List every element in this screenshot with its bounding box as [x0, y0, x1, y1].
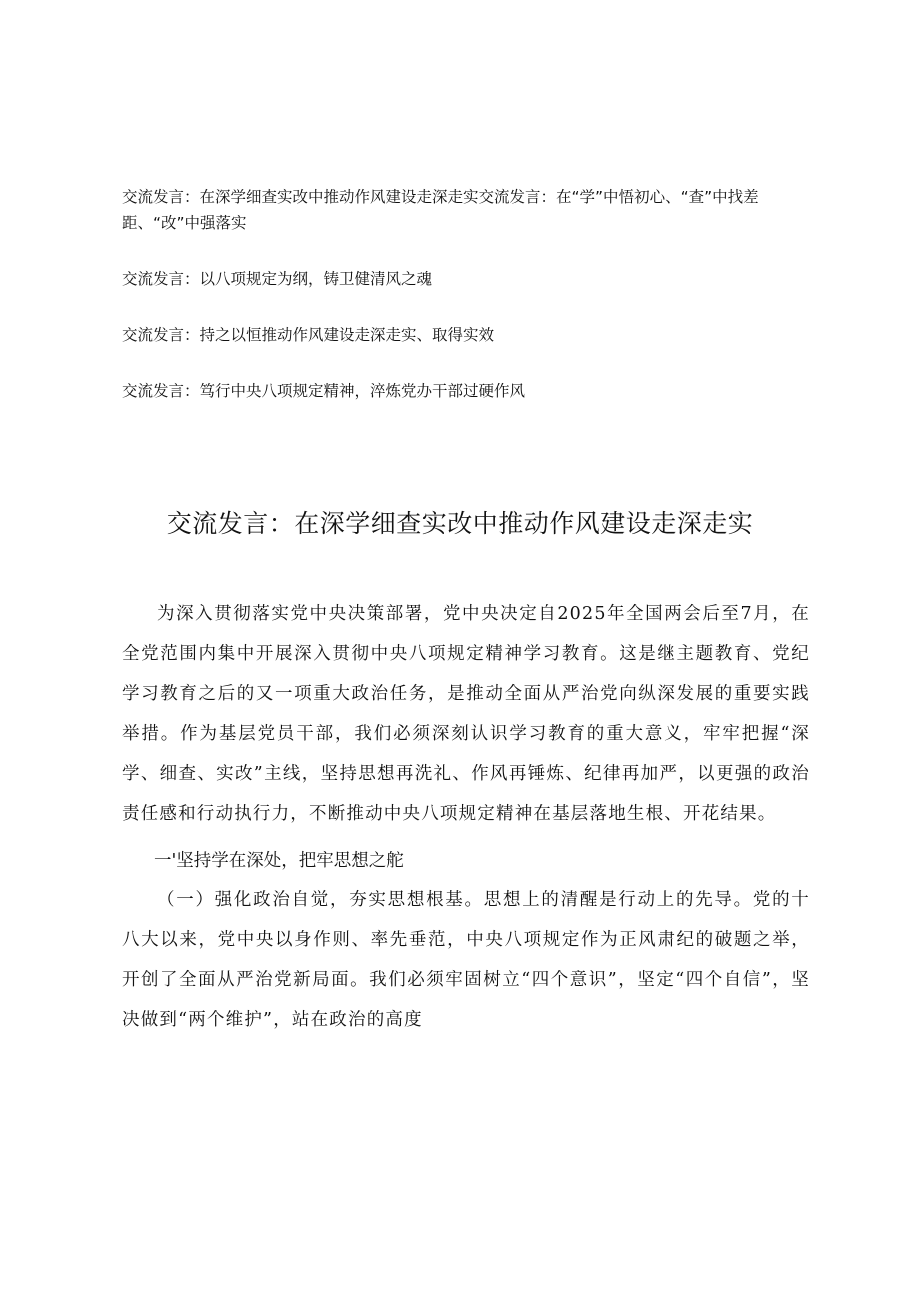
- toc-item[interactable]: 交流发言：以八项规定为纲，铸卫健清风之魂: [122, 270, 433, 288]
- body-paragraph: （一）强化政治自觉，夯实思想根基。思想上的清醒是行动上的先导。党的十八大以来，党中央以身作则、率先垂范，中央八项规定作为正风肃纪的破题之举，开创了全面从严治党新局面。我们必须牢固树立“四个意识”，坚定“四个自信”，坚决做到“两个维护”，站在政治的高度: [122, 890, 810, 1030]
- document-title: 交流发言：在深学细查实改中推动作风建设走深走实: [166, 509, 754, 538]
- body-paragraph: 为深入贯彻落实党中央决策部署，党中央决定自2025年全国两会后至7月，在全党范围内集中开展深入贯彻中央八项规定精神学习教育。这是继主题教育、党纪学习教育之后的又一项重大政治任务，是推动全面从严治党向纵深发展的重要实践举措。作为基层党员干部，我们必须深刻认识学习教育的重大意义，牢牢把握“深学、细查、实改”主线，坚持思想再洗礼、作风再锤炼、纪律再加严，以更强的政治责任感和行动执行力，不断推动中央八项规定精神在基层落地生根、开花结果。: [122, 604, 810, 824]
- toc-item[interactable]: 交流发言：在深学细查实改中推动作风建设走深走实交流发言：在“学”中悟初心、“查”中找差距、“改”中强落实: [122, 188, 759, 232]
- document-body: [122, 594, 810, 1040]
- toc-item[interactable]: 交流发言：持之以恒推动作风建设走深走实、取得实效: [122, 326, 495, 344]
- toc-item[interactable]: 交流发言：笃行中央八项规定精神，淬炼党办干部过硬作风: [122, 382, 526, 400]
- section-heading: 一'坚持学在深处，把牢思想之舵: [154, 851, 404, 871]
- toc-list: [122, 184, 822, 434]
